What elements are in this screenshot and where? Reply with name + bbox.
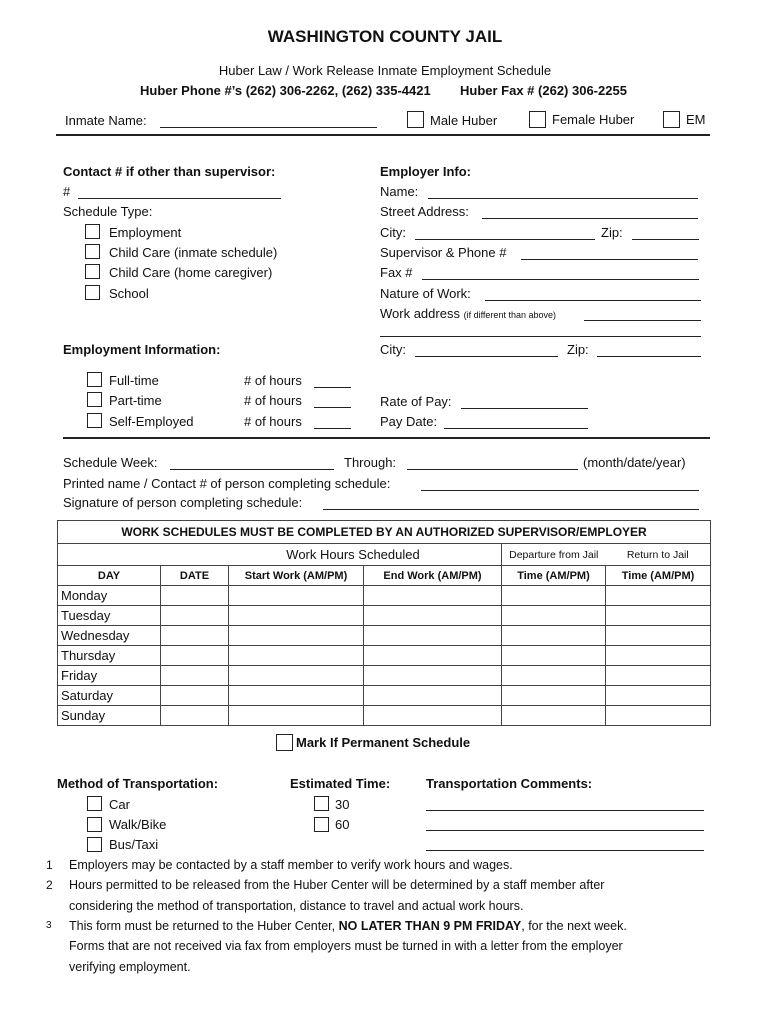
male-huber-checkbox[interactable] — [407, 111, 424, 128]
parttime-checkbox[interactable] — [87, 392, 102, 407]
start-cell[interactable] — [229, 706, 364, 726]
car-checkbox[interactable] — [87, 796, 102, 811]
permanent-schedule-label: Mark If Permanent Schedule — [296, 735, 471, 750]
end-cell[interactable] — [364, 606, 502, 626]
note-3c: verifying employment. — [69, 960, 191, 974]
note-3a-deadline: NO LATER THAN 9 PM FRIDAY — [338, 919, 522, 933]
return-cell[interactable] — [606, 666, 711, 686]
end-cell[interactable] — [364, 706, 502, 726]
employment-title: Employment Information: — [63, 342, 221, 357]
hours-label-2: # of hours — [244, 393, 302, 408]
contact-title: Contact # if other than supervisor: — [63, 164, 276, 179]
col-departure-time: Time (AM/PM) — [502, 566, 606, 586]
hours-label-1: # of hours — [244, 373, 302, 388]
bustaxi-label: Bus/Taxi — [109, 837, 159, 852]
note-3a-post: , for the next week. — [521, 919, 627, 933]
departure-cell[interactable] — [502, 586, 606, 606]
em-checkbox[interactable] — [663, 111, 680, 128]
departure-header: Departure from Jail — [502, 544, 606, 566]
signature-field[interactable] — [323, 509, 699, 510]
transport-title: Method of Transportation: — [57, 776, 219, 791]
start-cell[interactable] — [229, 586, 364, 606]
fulltime-label: Full-time — [109, 373, 159, 388]
childcare-inmate-checkbox[interactable] — [85, 244, 100, 259]
through-field[interactable] — [407, 469, 578, 470]
rate-field[interactable] — [461, 408, 588, 409]
date-cell[interactable] — [161, 586, 229, 606]
schedule-type-employment: Employment — [109, 225, 182, 240]
departure-cell[interactable] — [502, 706, 606, 726]
day-cell: Monday — [58, 586, 161, 606]
zip-label: Zip: — [601, 225, 623, 240]
signature-label: Signature of person completing schedule: — [63, 495, 303, 510]
nature-label: Nature of Work: — [380, 286, 471, 301]
hours-field-1[interactable] — [314, 387, 351, 388]
day-cell: Wednesday — [58, 626, 161, 646]
permanent-schedule-checkbox[interactable] — [276, 734, 293, 751]
time-30-checkbox[interactable] — [314, 796, 329, 811]
end-cell[interactable] — [364, 686, 502, 706]
work-address-field[interactable] — [584, 320, 701, 321]
male-huber-label: Male Huber — [430, 113, 498, 128]
schedule-week-field[interactable] — [170, 469, 334, 470]
date-cell[interactable] — [161, 686, 229, 706]
departure-cell[interactable] — [502, 666, 606, 686]
table-title: WORK SCHEDULES MUST BE COMPLETED BY AN AUTHORIZED SUPERVISOR/EMPLOYER — [58, 521, 711, 544]
hours-field-2[interactable] — [314, 407, 351, 408]
work-address-note: (if different than above) — [463, 310, 556, 320]
end-cell[interactable] — [364, 586, 502, 606]
note-3a — [69, 919, 627, 933]
departure-cell[interactable] — [502, 646, 606, 666]
col-end-work: End Work (AM/PM) — [364, 566, 502, 586]
time-60-checkbox[interactable] — [314, 817, 329, 832]
supervisor-field[interactable] — [521, 259, 698, 260]
start-cell[interactable] — [229, 646, 364, 666]
table-row — [58, 666, 711, 686]
col-start-work: Start Work (AM/PM) — [229, 566, 364, 586]
page-title: WASHINGTON COUNTY JAIL — [267, 27, 503, 46]
employment-checkbox[interactable] — [85, 224, 100, 239]
date-cell[interactable] — [161, 626, 229, 646]
fax-label: Fax # — [380, 265, 413, 280]
nature-field[interactable] — [485, 300, 701, 301]
table-row — [58, 586, 711, 606]
selfemployed-label: Self-Employed — [109, 414, 194, 429]
time-60-label: 60 — [335, 817, 350, 832]
time-30-label: 30 — [335, 797, 350, 812]
contact-hash: # — [63, 184, 71, 199]
female-huber-label: Female Huber — [552, 112, 635, 127]
comments-line-2[interactable] — [426, 830, 704, 831]
end-cell[interactable] — [364, 666, 502, 686]
childcare-home-checkbox[interactable] — [85, 264, 100, 279]
bustaxi-checkbox[interactable] — [87, 837, 102, 852]
start-cell[interactable] — [229, 666, 364, 686]
month-date-year: (month/date/year) — [583, 455, 686, 470]
fax-field[interactable] — [422, 279, 699, 280]
return-cell[interactable] — [606, 706, 711, 726]
note-number-1: 1 — [46, 858, 53, 872]
table-row — [58, 686, 711, 706]
street-field[interactable] — [482, 218, 698, 219]
day-cell: Thursday — [58, 646, 161, 666]
printed-name-label: Printed name / Contact # of person completing schedule: — [63, 476, 391, 491]
city2-label: City: — [380, 342, 406, 357]
paydate-label: Pay Date: — [380, 414, 438, 429]
work-address-text: Work address — [380, 306, 460, 321]
work-hours-scheduled: Work Hours Scheduled — [58, 544, 502, 566]
note-1: Employers may be contacted by a staff member to verify work hours and wages. — [69, 858, 513, 872]
end-cell[interactable] — [364, 626, 502, 646]
schedule-type-childcare-inmate: Child Care (inmate schedule) — [109, 245, 278, 260]
employer-name-field[interactable] — [428, 198, 698, 199]
date-cell[interactable] — [161, 606, 229, 626]
date-cell[interactable] — [161, 666, 229, 686]
city-label: City: — [380, 225, 406, 240]
day-cell: Tuesday — [58, 606, 161, 626]
paydate-field[interactable] — [444, 428, 588, 429]
departure-cell[interactable] — [502, 606, 606, 626]
divider — [63, 437, 710, 439]
schedule-type-label: Schedule Type: — [63, 204, 153, 219]
contact-number-field[interactable] — [78, 198, 281, 199]
hours-field-3[interactable] — [314, 428, 351, 429]
form-subtitle: Huber Law / Work Release Inmate Employment Schedule — [218, 63, 552, 78]
date-cell[interactable] — [161, 646, 229, 666]
street-label: Street Address: — [380, 204, 469, 219]
fulltime-checkbox[interactable] — [87, 372, 102, 387]
day-cell: Saturday — [58, 686, 161, 706]
schedule-type-school: School — [109, 286, 149, 301]
hours-label-3: # of hours — [244, 414, 302, 429]
return-cell[interactable] — [606, 606, 711, 626]
city2-field[interactable] — [415, 356, 558, 357]
date-cell[interactable] — [161, 706, 229, 726]
departure-cell[interactable] — [502, 686, 606, 706]
transport-comments-title: Transportation Comments: — [426, 776, 593, 791]
huber-phones: Huber Phone #’s (262) 306-2262, (262) 335-4421 — [140, 83, 431, 98]
day-cell: Friday — [58, 666, 161, 686]
return-cell[interactable] — [606, 646, 711, 666]
start-cell[interactable] — [229, 686, 364, 706]
comments-line-1[interactable] — [426, 810, 704, 811]
col-return-time: Time (AM/PM) — [606, 566, 711, 586]
return-header: Return to Jail — [606, 544, 711, 566]
col-day: DAY — [58, 566, 161, 586]
zip2-label: Zip: — [567, 342, 589, 357]
note-2a: Hours permitted to be released from the Huber Center will be determined by a staff member after — [69, 878, 605, 892]
start-cell[interactable] — [229, 606, 364, 626]
estimated-time-title: Estimated Time: — [290, 776, 391, 791]
female-huber-checkbox[interactable] — [529, 111, 546, 128]
printed-name-field[interactable] — [421, 490, 699, 491]
note-3b: Forms that are not received via fax from employers must be turned in with a letter from the employer — [69, 939, 623, 953]
parttime-label: Part-time — [109, 393, 162, 408]
schedule-type-childcare-home: Child Care (home caregiver) — [109, 265, 273, 280]
note-number-2: 2 — [46, 878, 53, 892]
employer-title: Employer Info: — [380, 164, 472, 179]
return-cell[interactable] — [606, 626, 711, 646]
table-row — [58, 606, 711, 626]
through-label: Through: — [344, 455, 397, 470]
end-cell[interactable] — [364, 646, 502, 666]
work-address-label — [380, 306, 556, 321]
work-address-field-2[interactable] — [380, 336, 701, 337]
rate-label: Rate of Pay: — [380, 394, 452, 409]
start-cell[interactable] — [229, 626, 364, 646]
inmate-name-field[interactable] — [160, 127, 377, 128]
comments-line-3[interactable] — [426, 850, 704, 851]
walkbike-label: Walk/Bike — [109, 817, 167, 832]
note-3a-pre: This form must be returned to the Huber Center, — [69, 919, 336, 933]
work-schedule-table — [57, 520, 711, 726]
col-date: DATE — [161, 566, 229, 586]
car-label: Car — [109, 797, 130, 812]
note-number-3: 3 — [46, 920, 52, 931]
return-cell[interactable] — [606, 586, 711, 606]
divider — [56, 134, 710, 136]
school-checkbox[interactable] — [85, 285, 100, 300]
table-row — [58, 626, 711, 646]
inmate-name-label: Inmate Name: — [65, 113, 147, 128]
day-cell: Sunday — [58, 706, 161, 726]
note-2b: considering the method of transportation, distance to travel and actual work hours. — [69, 899, 524, 913]
table-row — [58, 646, 711, 666]
walkbike-checkbox[interactable] — [87, 817, 102, 832]
huber-fax: Huber Fax # (262) 306-2255 — [460, 83, 627, 98]
table-row — [58, 706, 711, 726]
departure-cell[interactable] — [502, 626, 606, 646]
return-cell[interactable] — [606, 686, 711, 706]
em-label: EM — [686, 112, 706, 127]
zip-field[interactable] — [632, 239, 699, 240]
supervisor-label: Supervisor & Phone # — [380, 245, 507, 260]
selfemployed-checkbox[interactable] — [87, 413, 102, 428]
schedule-week-label: Schedule Week: — [63, 455, 158, 470]
employer-name-label: Name: — [380, 184, 419, 199]
city-field[interactable] — [415, 239, 595, 240]
zip2-field[interactable] — [597, 356, 701, 357]
